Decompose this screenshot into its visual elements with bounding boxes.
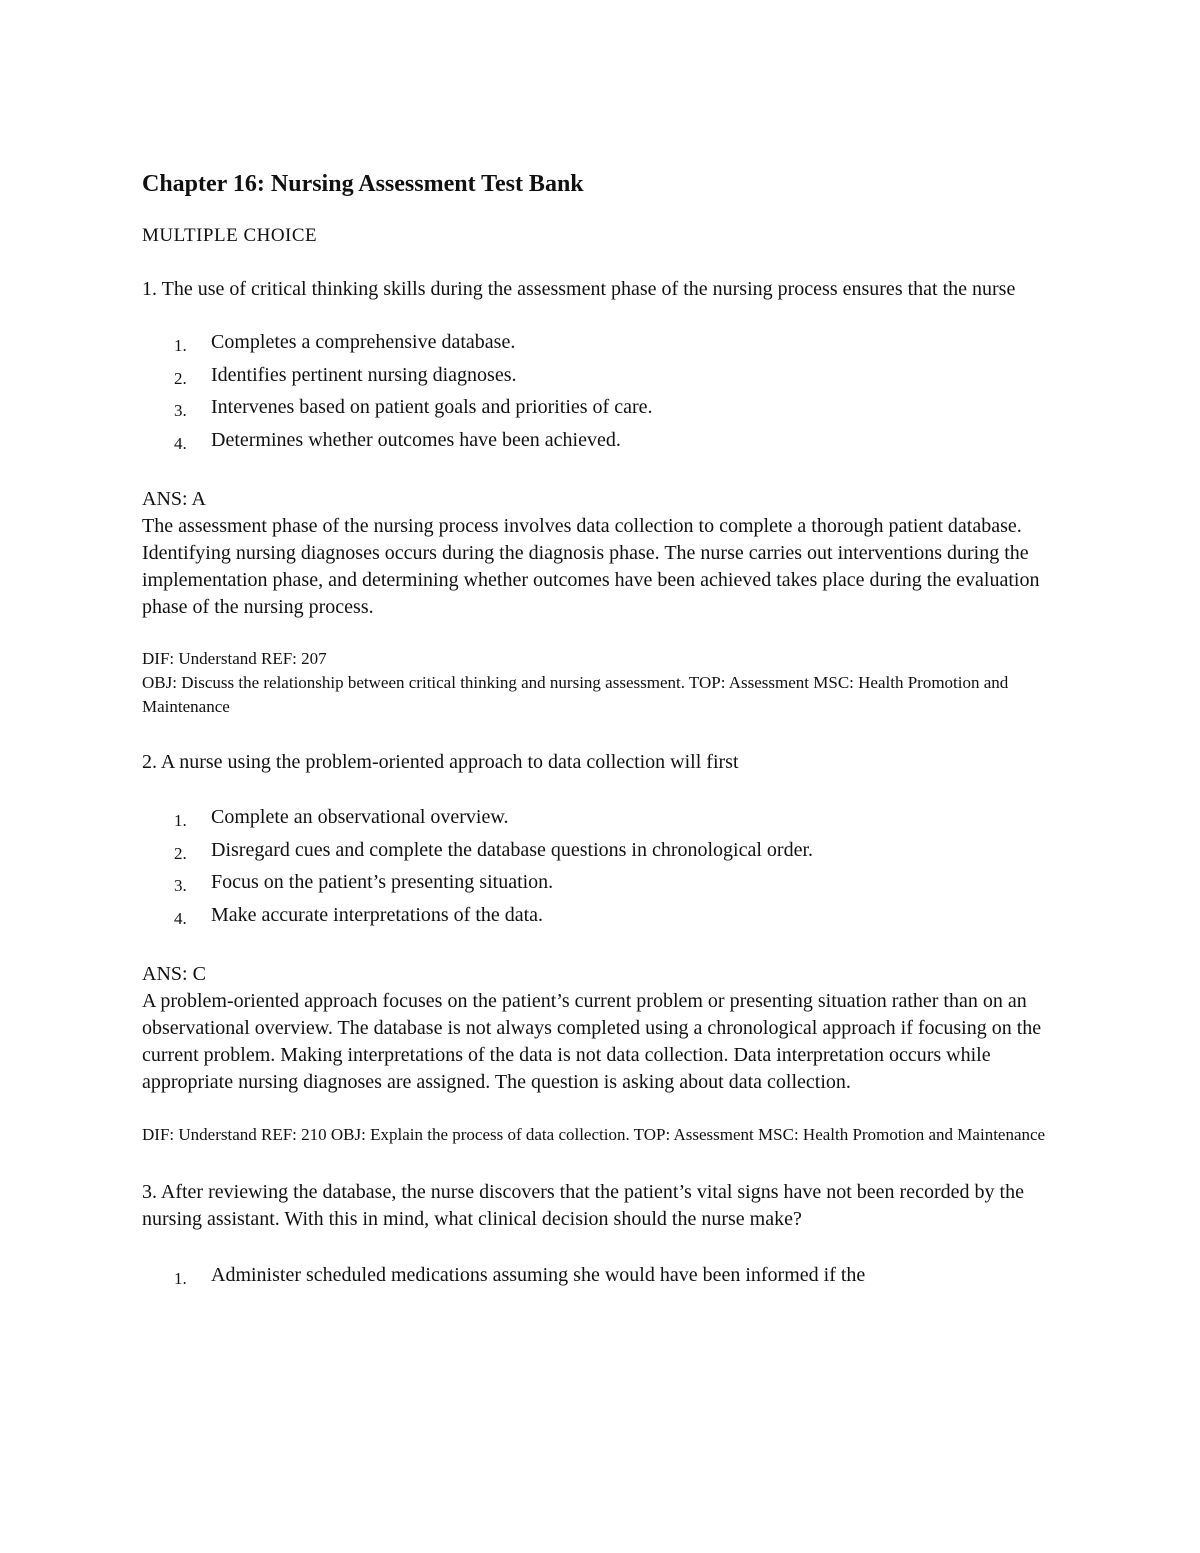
choice-number: 1. xyxy=(174,811,187,830)
choice-text: Completes a comprehensive database. xyxy=(211,331,516,353)
answer-key: ANS: C xyxy=(142,963,206,985)
page-title: Chapter 16: Nursing Assessment Test Bank xyxy=(142,171,584,197)
choice-number: 2. xyxy=(174,843,187,863)
choice-list xyxy=(142,328,1047,458)
choice-text: Identifies pertinent nursing diagnoses. xyxy=(211,363,517,386)
choice-number: 4. xyxy=(174,433,187,453)
rationale: A problem-oriented approach focuses on the patient’s current problem or presenting situation rather than on an observational overview. The database is not always completed using a chronological approach if focusing on the current problem. Making interpretations of the data is not data collection. Data interpretation occurs while appropriate nursing diagnoses are assigned. The question is asking about data collection. xyxy=(142,990,1042,1093)
choice-item xyxy=(142,901,1047,934)
choice-list xyxy=(142,1261,1047,1294)
question-metadata: OBJ: Discuss the relationship between critical thinking and nursing assessment. TOP: Assessment MSC: Health Promotion and Maintenance xyxy=(142,673,1009,716)
section-heading: MULTIPLE CHOICE xyxy=(142,225,318,246)
choice-item xyxy=(142,803,1047,836)
choice-number: 2. xyxy=(174,368,187,388)
choice-text: Complete an observational overview. xyxy=(211,806,509,828)
choice-number: 1. xyxy=(174,336,187,355)
choice-list xyxy=(142,803,1047,933)
choice-text: Intervenes based on patient goals and priorities of care. xyxy=(211,396,653,418)
choice-text: Make accurate interpretations of the data. xyxy=(211,903,544,926)
choice-item xyxy=(142,328,1047,361)
choice-text: Disregard cues and complete the database questions in chronological order. xyxy=(211,838,814,861)
choice-text: Focus on the patient’s presenting situation. xyxy=(211,871,554,893)
choice-text: Determines whether outcomes have been achieved. xyxy=(211,428,621,451)
question-metadata: DIF: Understand REF: 207 xyxy=(142,649,327,668)
choice-text: Administer scheduled medications assuming she would have been informed if the xyxy=(211,1264,866,1286)
choice-item xyxy=(142,1261,1047,1294)
choice-number: 3. xyxy=(174,876,187,895)
choice-item xyxy=(142,836,1047,869)
choice-item xyxy=(142,393,1047,426)
choice-item xyxy=(142,361,1047,394)
choice-item xyxy=(142,426,1047,459)
question-stem: 1. The use of critical thinking skills during the assessment phase of the nursing process ensures that the nurse xyxy=(142,278,1016,300)
question-stem: 3. After reviewing the database, the nurse discovers that the patient’s vital signs have not been recorded by the nursing assistant. With this in mind, what clinical decision should the nurse make? xyxy=(142,1181,1024,1230)
choice-number: 1. xyxy=(174,1269,187,1288)
question-stem: 2. A nurse using the problem-oriented approach to data collection will first xyxy=(142,751,739,773)
answer-key: ANS: A xyxy=(142,488,206,510)
question-2 xyxy=(142,749,1047,1147)
question-1 xyxy=(142,276,1047,719)
question-metadata: DIF: Understand REF: 210 OBJ: Explain the process of data collection. TOP: Assessment MSC: Health Promotion and Maintenance xyxy=(142,1125,1046,1144)
rationale: The assessment phase of the nursing process involves data collection to complete a thorough patient database. Identifying nursing diagnoses occurs during the diagnosis phase. The nurse carries out interventions during the implementation phase, and determining whether outcomes have been achieved takes place during the evaluation phase of the nursing process. xyxy=(142,515,1040,618)
question-3 xyxy=(142,1179,1047,1294)
choice-number: 4. xyxy=(174,908,187,928)
choice-number: 3. xyxy=(174,401,187,420)
document-page xyxy=(142,168,1047,1294)
choice-item xyxy=(142,868,1047,901)
